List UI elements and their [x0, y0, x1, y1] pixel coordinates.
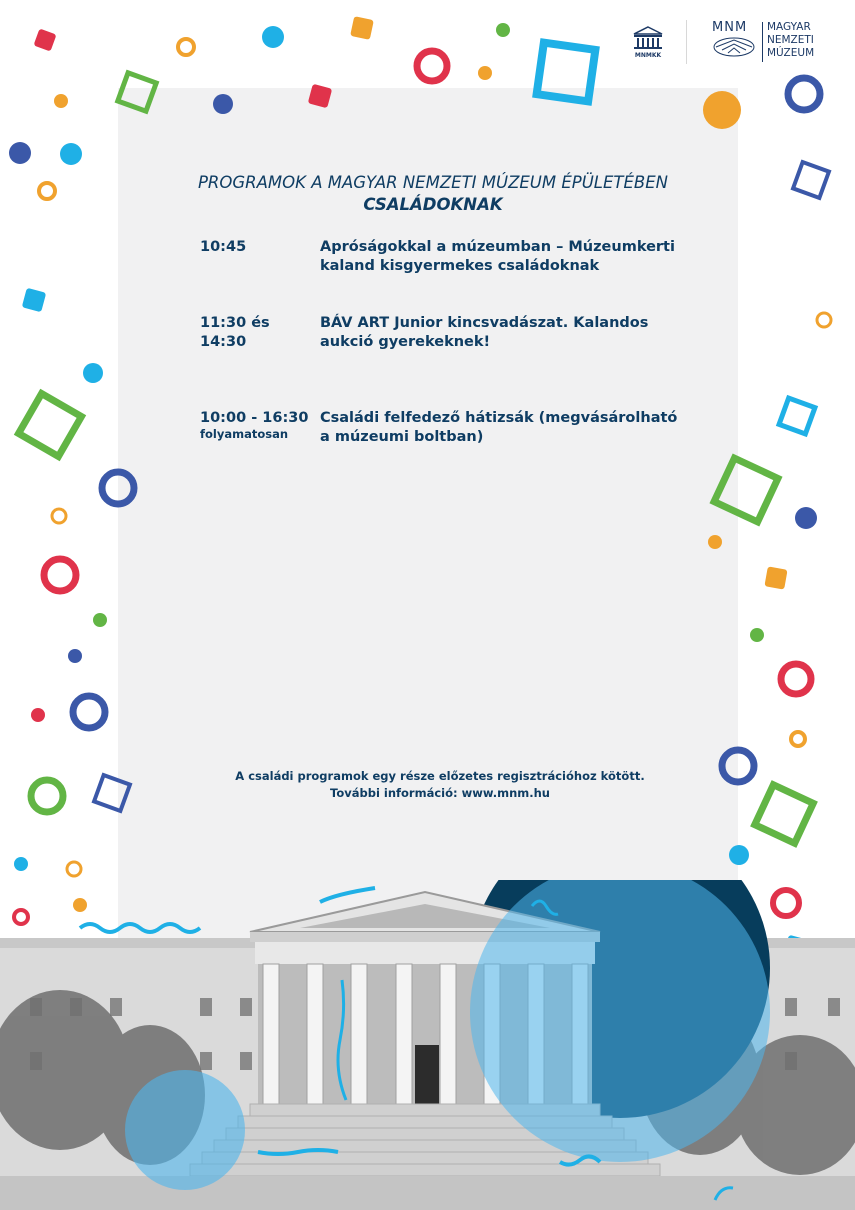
- mnm-name-line: MÚZEUM: [767, 47, 815, 59]
- confetti-dot: [54, 94, 68, 108]
- logo-divider: [686, 20, 687, 64]
- confetti-ring: [791, 732, 805, 746]
- mnmkk-label: MNMKK: [634, 52, 662, 59]
- title-line-1: PROGRAMOK A MAGYAR NEMZETI MÚZEUM ÉPÜLETÉBEN: [197, 173, 669, 192]
- program-description: Apróságokkal a múzeumban – Múzeumkerti kaland kisgyermekes családoknak: [320, 239, 675, 274]
- mnm-name-line: NEMZETI: [767, 34, 814, 46]
- confetti-dot: [478, 66, 492, 80]
- museum-building-illustration: [0, 880, 855, 1210]
- registration-note: A családi programok egy része előzetes regisztrációhoz kötött. További információ: www.mnm.hu: [235, 769, 645, 800]
- program-description: BÁV ART Junior kincsvadászat. Kalandos aukció gyerekeknek!: [320, 315, 649, 350]
- confetti-ring: [178, 39, 194, 55]
- mnm-abbr: MNM: [712, 20, 748, 35]
- confetti-ring: [44, 559, 76, 591]
- program-time: 11:30 és 14:30: [200, 315, 270, 350]
- mnm-name-line: MAGYAR: [767, 21, 811, 33]
- confetti-dot: [703, 91, 741, 129]
- confetti-square: [350, 16, 374, 40]
- confetti-square-outline: [118, 73, 156, 111]
- confetti-dot: [213, 94, 233, 114]
- confetti-ring: [781, 664, 811, 694]
- program-time-block: [200, 409, 310, 441]
- confetti-square-outline: [779, 398, 815, 434]
- mnmkk-logo: [630, 24, 666, 64]
- confetti-ring: [73, 696, 105, 728]
- confetti-dot: [9, 142, 31, 164]
- confetti-dot: [83, 363, 103, 383]
- confetti-ring: [417, 51, 447, 81]
- confetti-square: [33, 28, 56, 51]
- mnm-emblem-icon: [712, 36, 756, 58]
- confetti-dot: [60, 143, 82, 165]
- confetti-dot: [750, 628, 764, 642]
- program-time: 10:00 - 16:30: [200, 410, 309, 426]
- confetti-ring: [39, 183, 55, 199]
- confetti-dot: [496, 23, 510, 37]
- confetti-square-outline: [537, 43, 596, 102]
- mnm-logo: [710, 20, 830, 64]
- confetti-dot: [729, 845, 749, 865]
- program-time: 10:45: [200, 239, 247, 255]
- confetti-dot: [14, 857, 28, 871]
- confetti-dot: [795, 507, 817, 529]
- title-line-2: CSALÁDOKNAK: [363, 195, 503, 214]
- confetti-dot: [708, 535, 722, 549]
- confetti-ring: [31, 780, 63, 812]
- confetti-ring: [788, 78, 820, 110]
- confetti-square: [308, 84, 332, 108]
- confetti-square-outline: [714, 458, 778, 522]
- confetti-ring: [722, 750, 754, 782]
- mnm-logo-bar: [762, 22, 763, 62]
- confetti-square-outline: [793, 162, 829, 198]
- confetti-square-outline: [19, 394, 82, 457]
- confetti-dot: [31, 708, 45, 722]
- confetti-dot: [262, 26, 284, 48]
- confetti-dot: [68, 649, 82, 663]
- museum-building-icon: [630, 24, 666, 52]
- confetti-square: [22, 288, 46, 312]
- confetti-square-outline: [94, 775, 130, 811]
- mnm-name: [767, 21, 814, 60]
- page-title: [118, 172, 748, 216]
- confetti-ring: [817, 313, 831, 327]
- confetti-ring: [52, 509, 66, 523]
- confetti-square-outline: [755, 785, 813, 843]
- confetti-ring: [67, 862, 81, 876]
- program-description: Családi felfedező hátizsák (megvásárolható a múzeumi boltban): [320, 410, 678, 445]
- confetti-square: [764, 566, 787, 589]
- confetti-dot: [93, 613, 107, 627]
- program-time-note: folyamatosan: [200, 427, 289, 441]
- confetti-ring: [102, 472, 134, 504]
